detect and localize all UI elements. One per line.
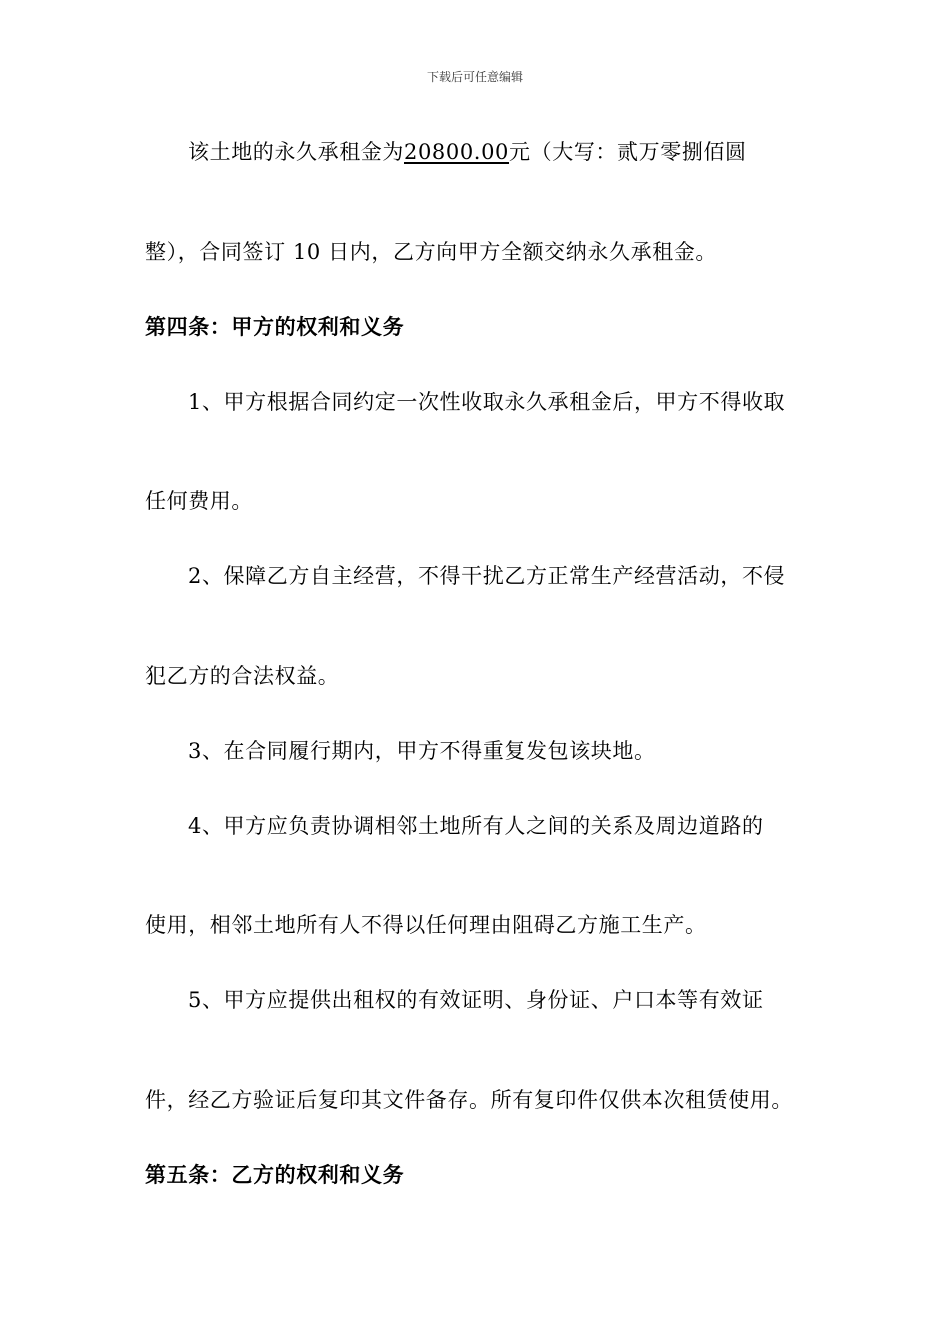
- rent-paragraph-line-2: 整），合同签订 10 日内，乙方向甲方全额交纳永久承租金。: [145, 240, 717, 264]
- rent-text-before: 该土地的永久承租金为: [188, 140, 404, 164]
- article-4-item-1-line-1: 1、甲方根据合同约定一次性收取永久承租金后，甲方不得收取: [188, 390, 786, 414]
- rent-text-after: 元（大写：贰万零捌佰圆: [509, 140, 747, 164]
- article-4-item-1-line-2: 任何费用。: [145, 489, 253, 513]
- article-4-item-2-line-1: 2、保障乙方自主经营，不得干扰乙方正常生产经营活动，不侵: [188, 564, 786, 588]
- article-4-heading: 第四条：甲方的权利和义务: [145, 315, 405, 339]
- rent-amount: 20800.00: [404, 140, 510, 164]
- article-4-item-4-line-1: 4、甲方应负责协调相邻土地所有人之间的关系及周边道路的: [188, 814, 764, 838]
- rent-paragraph-line-1: [188, 137, 747, 167]
- article-4-item-5-line-1: 5、甲方应提供出租权的有效证明、身份证、户口本等有效证: [188, 988, 764, 1012]
- article-4-item-3-line-1: 3、在合同履行期内，甲方不得重复发包该块地。: [188, 739, 656, 763]
- article-4-item-5-line-2: 件，经乙方验证后复印其文件备存。所有复印件仅供本次租赁使用。: [145, 1088, 793, 1112]
- page-header-note: 下载后可任意编辑: [426, 70, 523, 84]
- article-4-item-4-line-2: 使用，相邻土地所有人不得以任何理由阻碍乙方施工生产。: [145, 913, 707, 937]
- article-5-heading: 第五条：乙方的权利和义务: [145, 1163, 405, 1187]
- article-4-item-2-line-2: 犯乙方的合法权益。: [145, 664, 340, 688]
